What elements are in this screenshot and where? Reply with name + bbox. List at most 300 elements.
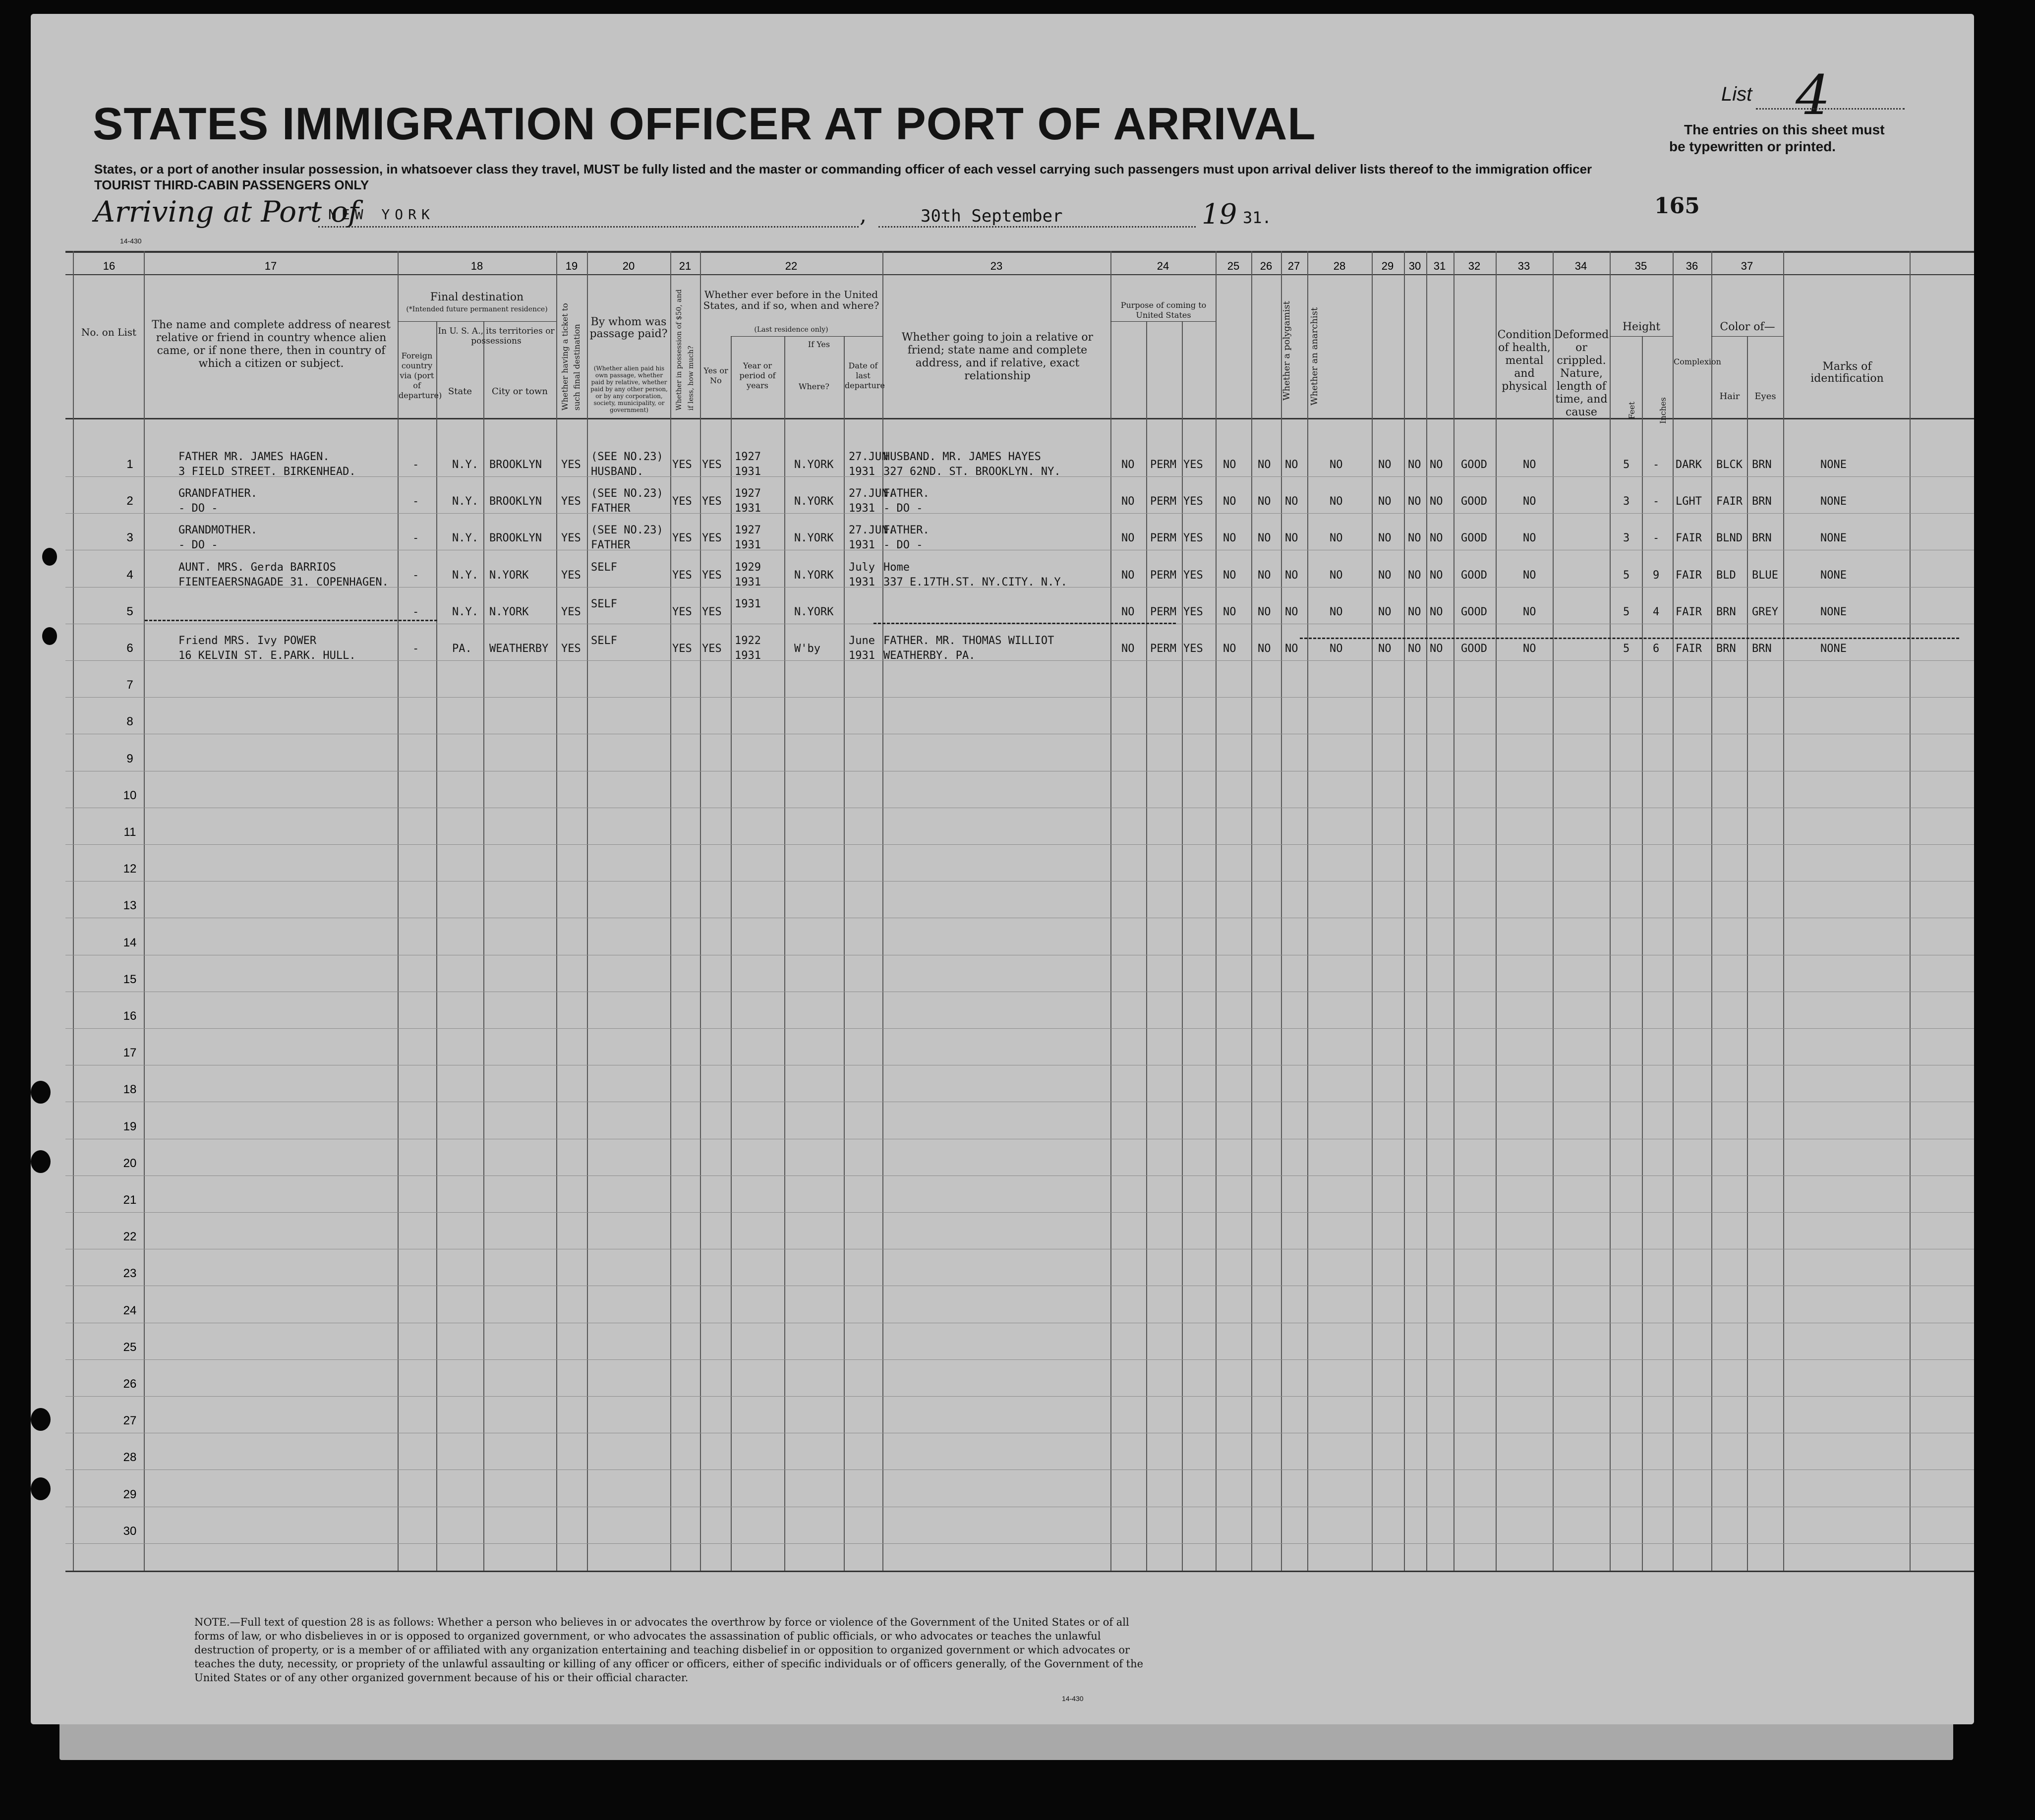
cell-ticket: YES (561, 643, 581, 655)
colnum-row-border (65, 274, 1974, 275)
row-number: 1 (126, 458, 133, 471)
col-divider (1747, 336, 1748, 1571)
col-divider (398, 251, 399, 1571)
form-code-bottom: 14-430 (1062, 1695, 1084, 1703)
cell-deformed: NO (1523, 569, 1536, 582)
col-divider (1783, 251, 1784, 1571)
cell-city: BROOKLYN (489, 459, 542, 471)
cell-deformed: NO (1523, 532, 1536, 545)
cell-via: - (412, 459, 419, 471)
cell-join-2: 327 62ND. ST. BROOKLYN. NY. (883, 466, 1061, 478)
row-number: 13 (123, 899, 137, 913)
cell-hair: BLCK (1716, 459, 1743, 471)
cell-c28: NO (1330, 605, 1343, 618)
cell-join-1: HUSBAND. MR. JAMES HAYES (883, 451, 1041, 463)
row-number: 25 (123, 1340, 137, 1354)
row-number: 19 (123, 1119, 137, 1133)
cell-p1: NO (1121, 532, 1135, 545)
cell-join-2: 337 E.17TH.ST. NY.CITY. N.Y. (883, 576, 1067, 588)
col-divider (587, 251, 588, 1571)
cell-city: BROOKLYN (489, 495, 542, 508)
cell-c28: NO (1330, 643, 1343, 655)
subheader-line (1711, 336, 1783, 337)
cell-dep-1: July (849, 561, 875, 574)
cell-join-2: - DO - (883, 539, 923, 552)
page-title: STATES IMMIGRATION OFFICER AT PORT OF ARRIVAL (93, 99, 1316, 149)
col-number-30: 30 (1408, 260, 1421, 272)
typewritten-note-2: be typewritten or printed. (1669, 139, 1836, 154)
cell-p3: YES (1183, 459, 1203, 471)
cell-dep-2: 1931 (849, 502, 875, 515)
cell-c28: NO (1330, 459, 1343, 471)
footer-note: NOTE.—Full text of question 28 is as follows: Whether a person who believes in or advocates the overthrow by force or violence of the Government of the United States or of all forms of law, or who disbelieves in or is opposed to organized government, or who advocates the assassination of public officials, or who advocates or teaches the unlawful destruction of property, or is a member of or affiliated with any organization entertaining and teaching disbelief in or opposition to organized government or which advocates or teaches the duty, necessity, or propriety of the unlawful assaulting or killing of any officer or officers, either of specific individuals or of officers generally, of the Government of the United States or of any other organized government because of his or their official character. (194, 1616, 1144, 1684)
row-number: 24 (123, 1303, 137, 1317)
cell-before: YES (702, 495, 722, 508)
header-by-whom-note: (Whether alien paid his own passage, whether paid by relative, whether paid by any other person, or by any corporation, society, municipality, or government) (590, 365, 668, 413)
cell-state: N.Y. (452, 605, 478, 618)
port-underline (318, 226, 859, 228)
cell-dep-2: 1931 (849, 539, 875, 552)
cell-dep-2: 1931 (849, 466, 875, 478)
cell-city: N.YORK (489, 569, 529, 582)
date-underline (878, 226, 1196, 228)
cell-paid-1: SELF (591, 635, 617, 647)
col-divider (1404, 251, 1405, 1571)
row-line (65, 1028, 1974, 1029)
cell-health: GOOD (1461, 605, 1487, 618)
cell-p2: PERM (1150, 495, 1176, 508)
cell-where: N.YORK (794, 459, 834, 471)
page-number: 165 (1654, 193, 1700, 219)
cell-deformed: NO (1523, 459, 1536, 471)
row-number: 21 (123, 1193, 137, 1207)
cell-c26: NO (1258, 643, 1271, 655)
header-ever-before: Whether ever before in the United States, and if so, when and where? (703, 289, 879, 311)
header-eyes: Eyes (1754, 391, 1776, 402)
cell-c25: NO (1223, 532, 1236, 545)
cell-health: GOOD (1461, 532, 1487, 545)
col-divider (1110, 251, 1111, 1571)
cell-join-2: WEATHERBY. PA. (883, 649, 976, 662)
col-divider (844, 336, 845, 1571)
cell-c27: NO (1285, 605, 1298, 618)
header-color-of: Color of— (1720, 321, 1775, 333)
col-divider (1182, 321, 1183, 1571)
col-divider (1307, 251, 1308, 1571)
row-number: 14 (123, 936, 137, 949)
cell-p1: NO (1121, 459, 1135, 471)
cell-years-1: 1922 (735, 635, 761, 647)
cell-join-1: FATHER. (883, 487, 930, 500)
header-anarchist: Whether an anarchist (1309, 307, 1320, 406)
cell-state: N.Y. (452, 495, 478, 508)
cell-c28: NO (1330, 569, 1343, 582)
cell-before: YES (702, 532, 722, 545)
cell-marks: NONE (1820, 605, 1847, 618)
cell-relative-1: AUNT. MRS. Gerda BARRIOS (178, 561, 336, 574)
cell-ticket: YES (561, 459, 581, 471)
col-number-17: 17 (264, 260, 277, 272)
cell-where: N.YORK (794, 495, 834, 508)
list-label: List (1721, 83, 1752, 105)
cell-years-2: 1931 (735, 576, 761, 588)
row-number: 10 (123, 788, 137, 802)
col-number-28: 28 (1333, 260, 1346, 272)
header-hair: Hair (1719, 391, 1740, 402)
row-number: 20 (123, 1156, 137, 1170)
col-number-22: 22 (785, 260, 798, 272)
cell-complexion: FAIR (1676, 569, 1702, 582)
col-divider (1426, 251, 1427, 1571)
header-by-whom: By whom was passage paid? (589, 316, 668, 340)
cell-c25: NO (1223, 643, 1236, 655)
cell-relative-2: FIENTEAERSNAGADE 31. COPENHAGEN. (178, 576, 389, 588)
cell-eyes: BLUE (1752, 569, 1778, 582)
header-no-on-list: No. on List (81, 326, 137, 338)
col-number-19: 19 (565, 260, 578, 272)
row-number: 29 (123, 1487, 137, 1501)
header-polygamist: Whether a polygamist (1281, 301, 1292, 401)
row-5-strike-right (1300, 638, 1959, 639)
cell-complexion: DARK (1676, 459, 1702, 471)
subtitle-line-2: TOURIST THIRD-CABIN PASSENGERS ONLY (94, 177, 369, 192)
cell-relative-1: GRANDFATHER. (178, 487, 257, 500)
subheader-line (1110, 321, 1216, 322)
cell-c26: NO (1258, 495, 1271, 508)
cell-c27: NO (1285, 532, 1298, 545)
cell-years-1: 1927 (735, 524, 761, 537)
cell-ticket: YES (561, 495, 581, 508)
cell-eyes: BRN (1752, 495, 1772, 508)
col-divider (483, 321, 484, 1571)
cell-dep-2: 1931 (849, 576, 875, 588)
row-number: 2 (126, 494, 133, 508)
cell-feet: 3 (1623, 532, 1630, 545)
date-value: 30th September (921, 206, 1063, 226)
cell-state: N.Y. (452, 532, 478, 545)
cell-ticket: YES (561, 532, 581, 545)
punch-hole (42, 548, 57, 566)
cell-join-1: FATHER. (883, 524, 930, 537)
header-foreign-country: Foreign country via (port of departure) (399, 351, 442, 400)
cell-ticket: YES (561, 605, 581, 618)
cell-state: N.Y. (452, 569, 478, 582)
subheader-line (398, 321, 556, 322)
cell-dep-1: June (849, 635, 875, 647)
cell-inches: - (1653, 495, 1660, 508)
cell-hair: FAIR (1716, 495, 1743, 508)
cell-p2: PERM (1150, 532, 1176, 545)
cell-join-1: Home (883, 561, 910, 574)
cell-relative-1: Friend MRS. Ivy POWER (178, 635, 317, 647)
cell-feet: 5 (1623, 643, 1630, 655)
col-divider (1216, 251, 1217, 1571)
cell-feet: 5 (1623, 605, 1630, 618)
row-number: 16 (123, 1009, 137, 1023)
cell-marks: NONE (1820, 532, 1847, 545)
cell-before: YES (702, 569, 722, 582)
cell-dep-1: 27.JUN (849, 451, 888, 463)
row-5-strike-left (145, 620, 437, 621)
cell-paid-1: (SEE NO.23) (591, 451, 663, 463)
cell-p3: YES (1183, 605, 1203, 618)
cell-state: PA. (452, 643, 472, 655)
cell-years-1: 1931 (735, 597, 761, 610)
row-number: 5 (126, 604, 133, 618)
cell-complexion: FAIR (1676, 532, 1702, 545)
cell-c29: NO (1378, 495, 1392, 508)
header-nearest-relative: The name and complete address of nearest relative or friend in country whence alien came, or if none there, then in country of which a citizen or subject. (152, 319, 391, 370)
header-marks: Marks of identification (1810, 360, 1884, 385)
header-year-period: Year or period of years (739, 361, 776, 390)
cell-p3: YES (1183, 495, 1203, 508)
punch-hole (31, 1408, 51, 1431)
cell-marks: NONE (1820, 569, 1847, 582)
cell-paid-2: FATHER (591, 502, 631, 515)
cell-before: YES (702, 643, 722, 655)
cell-years-2: 1931 (735, 466, 761, 478)
cell-marks: NONE (1820, 495, 1847, 508)
row-number: 8 (126, 715, 133, 729)
cell-deformed: NO (1523, 495, 1536, 508)
col-divider (556, 251, 557, 1571)
cell-c27: NO (1285, 643, 1298, 655)
cell-money: YES (672, 569, 692, 582)
cell-feet: 5 (1623, 459, 1630, 471)
cell-complexion: LGHT (1676, 495, 1702, 508)
col-number-24: 24 (1157, 260, 1169, 272)
col-number-20: 20 (622, 260, 635, 272)
row-number: 4 (126, 568, 133, 582)
row-number: 18 (123, 1083, 137, 1097)
col-divider (882, 251, 883, 1571)
col-divider (700, 251, 701, 1571)
cell-health: GOOD (1461, 643, 1487, 655)
cell-inches: - (1653, 532, 1660, 545)
col-divider (436, 321, 437, 1571)
row-number: 28 (123, 1451, 137, 1465)
col-divider (784, 336, 785, 1571)
cell-health: GOOD (1461, 495, 1487, 508)
cell-p3: YES (1183, 532, 1203, 545)
header-date-last-departure: Date of last departure (845, 361, 885, 390)
cell-c27: NO (1285, 459, 1298, 471)
col-divider (1711, 251, 1712, 1571)
cell-c31: NO (1430, 495, 1443, 508)
cell-before: YES (702, 459, 722, 471)
cell-c30: NO (1408, 569, 1421, 582)
header-final-destination-note: (*Intended future permanent residence) (406, 305, 548, 313)
cell-state: N.Y. (452, 459, 478, 471)
header-purpose: Purpose of coming to United States (1120, 300, 1207, 320)
cell-inches: - (1653, 459, 1660, 471)
cell-years-2: 1931 (735, 502, 761, 515)
cell-via: - (412, 643, 419, 655)
punch-hole (31, 1081, 51, 1104)
row-number: 27 (123, 1414, 137, 1428)
row-line (65, 1543, 1974, 1544)
cell-inches: 9 (1653, 569, 1660, 582)
cell-c26: NO (1258, 569, 1271, 582)
cell-ticket: YES (561, 569, 581, 582)
header-deformed: Deformed or crippled. Nature, length of time, and cause (1554, 329, 1609, 418)
cell-relative-2: 3 FIELD STREET. BIRKENHEAD. (178, 466, 356, 478)
header-bottom-border (65, 418, 1974, 419)
cell-eyes: GREY (1752, 605, 1778, 618)
typewritten-note-1: The entries on this sheet must (1684, 122, 1885, 137)
punch-hole (31, 1150, 51, 1173)
col-divider (1553, 251, 1554, 1571)
row-line (65, 844, 1974, 845)
col-number-25: 25 (1227, 260, 1240, 272)
cell-hair: BLD (1716, 569, 1736, 582)
row-line (65, 513, 1974, 514)
col-number-26: 26 (1260, 260, 1273, 272)
cell-where: N.YORK (794, 569, 834, 582)
form-code-top: 14-430 (120, 237, 142, 245)
header-possession-50: Whether in possession of $50, and if less, how much? (675, 289, 695, 411)
col-divider (73, 251, 74, 1571)
row-number: 3 (126, 531, 133, 545)
cell-relative-2: - DO - (178, 502, 218, 515)
cell-dep-2: 1931 (849, 649, 875, 662)
cell-hair: BRN (1716, 643, 1736, 655)
col-number-18: 18 (470, 260, 483, 272)
col-number-35: 35 (1634, 260, 1647, 272)
subheader-line (731, 336, 882, 337)
year-suffix: 31. (1243, 208, 1272, 227)
header-yes-or-no: Yes or No (703, 366, 728, 385)
cell-eyes: BRN (1752, 459, 1772, 471)
table-bottom-border (65, 1571, 1974, 1572)
col-divider (1910, 251, 1911, 1571)
cell-years-1: 1927 (735, 487, 761, 500)
cell-c26: NO (1258, 605, 1271, 618)
cell-dep-1: 27.JUN. (849, 524, 895, 537)
header-where: Where? (799, 382, 829, 391)
cell-feet: 5 (1623, 569, 1630, 582)
header-height: Height (1622, 321, 1661, 333)
header-final-destination: Final destination (430, 291, 524, 303)
cell-complexion: FAIR (1676, 605, 1702, 618)
header-joining: Whether going to join a relative or friend; state name and complete address, and if relative, exact relationship (901, 331, 1094, 382)
row-number: 11 (123, 825, 136, 839)
cell-p3: YES (1183, 569, 1203, 582)
cell-c31: NO (1430, 569, 1443, 582)
cell-c30: NO (1408, 495, 1421, 508)
cell-inches: 4 (1653, 605, 1660, 618)
cell-money: YES (672, 459, 692, 471)
cell-c30: NO (1408, 605, 1421, 618)
subheader-line (1610, 336, 1673, 337)
col-number-33: 33 (1517, 260, 1530, 272)
cell-c27: NO (1285, 495, 1298, 508)
cell-years-1: 1927 (735, 451, 761, 463)
cell-c27: NO (1285, 569, 1298, 582)
punch-hole (42, 627, 57, 645)
port-value: NEW YORK (328, 206, 435, 223)
cell-c30: NO (1408, 532, 1421, 545)
cell-c28: NO (1330, 532, 1343, 545)
cell-hair: BLND (1716, 532, 1743, 545)
header-city: City or town (492, 386, 548, 397)
cell-years-2: 1931 (735, 539, 761, 552)
cell-c29: NO (1378, 532, 1392, 545)
cell-c31: NO (1430, 459, 1443, 471)
row-line (65, 1396, 1974, 1397)
cell-c31: NO (1430, 532, 1443, 545)
cell-health: GOOD (1461, 459, 1487, 471)
cell-via: - (412, 495, 419, 508)
cell-city: BROOKLYN (489, 532, 542, 545)
cell-years-2: 1931 (735, 649, 761, 662)
header-condition: Condition of health, mental and physical (1497, 329, 1552, 393)
cell-relative-1: FATHER MR. JAMES HAGEN. (178, 451, 330, 463)
cell-c29: NO (1378, 605, 1392, 618)
cell-p1: NO (1121, 569, 1135, 582)
col-divider (1251, 251, 1252, 1571)
row-number: 15 (123, 972, 137, 986)
cell-c26: NO (1258, 532, 1271, 545)
col-number-32: 32 (1468, 260, 1481, 272)
cell-c31: NO (1430, 605, 1443, 618)
cell-c30: NO (1408, 459, 1421, 471)
cell-p2: PERM (1150, 605, 1176, 618)
header-last-residence: (Last residence only) (754, 326, 828, 334)
cell-p1: NO (1121, 605, 1135, 618)
row-line (65, 1359, 1974, 1360)
cell-where: N.YORK (794, 605, 834, 618)
row-line (65, 1175, 1974, 1176)
cell-join-2: - DO - (883, 502, 923, 515)
col-divider (1610, 251, 1611, 1571)
cell-c29: NO (1378, 643, 1392, 655)
cell-feet: 3 (1623, 495, 1630, 508)
cell-c29: NO (1378, 569, 1392, 582)
cell-p3: YES (1183, 643, 1203, 655)
table-top-border (65, 251, 1974, 253)
col-divider (670, 251, 671, 1571)
cell-via: - (412, 532, 419, 545)
cell-paid-2: HUSBAND. (591, 466, 643, 478)
cell-c25: NO (1223, 495, 1236, 508)
cell-money: YES (672, 605, 692, 618)
cell-c30: NO (1408, 643, 1421, 655)
row-line (65, 1212, 1974, 1213)
header-complexion: Complexion (1674, 357, 1721, 366)
col-number-31: 31 (1433, 260, 1446, 272)
col-divider (1372, 251, 1373, 1571)
cell-p2: PERM (1150, 569, 1176, 582)
cell-c25: NO (1223, 569, 1236, 582)
row-number: 23 (123, 1267, 137, 1281)
row-line (65, 1469, 1974, 1470)
row-5-strike-middle (873, 623, 1176, 624)
header-inches: Inches (1658, 397, 1668, 424)
col-number-29: 29 (1381, 260, 1394, 272)
col-number-23: 23 (990, 260, 1003, 272)
cell-hair: BRN (1716, 605, 1736, 618)
cell-join-1: FATHER. MR. THOMAS WILLIOT (883, 635, 1054, 647)
cell-p2: PERM (1150, 643, 1176, 655)
cell-money: YES (672, 495, 692, 508)
cell-via: - (412, 605, 419, 618)
cell-complexion: FAIR (1676, 643, 1702, 655)
col-divider (1281, 251, 1282, 1571)
cell-eyes: BRN (1752, 643, 1772, 655)
cell-deformed: NO (1523, 605, 1536, 618)
cell-relative-2: 16 KELVIN ST. E.PARK. HULL. (178, 649, 356, 662)
